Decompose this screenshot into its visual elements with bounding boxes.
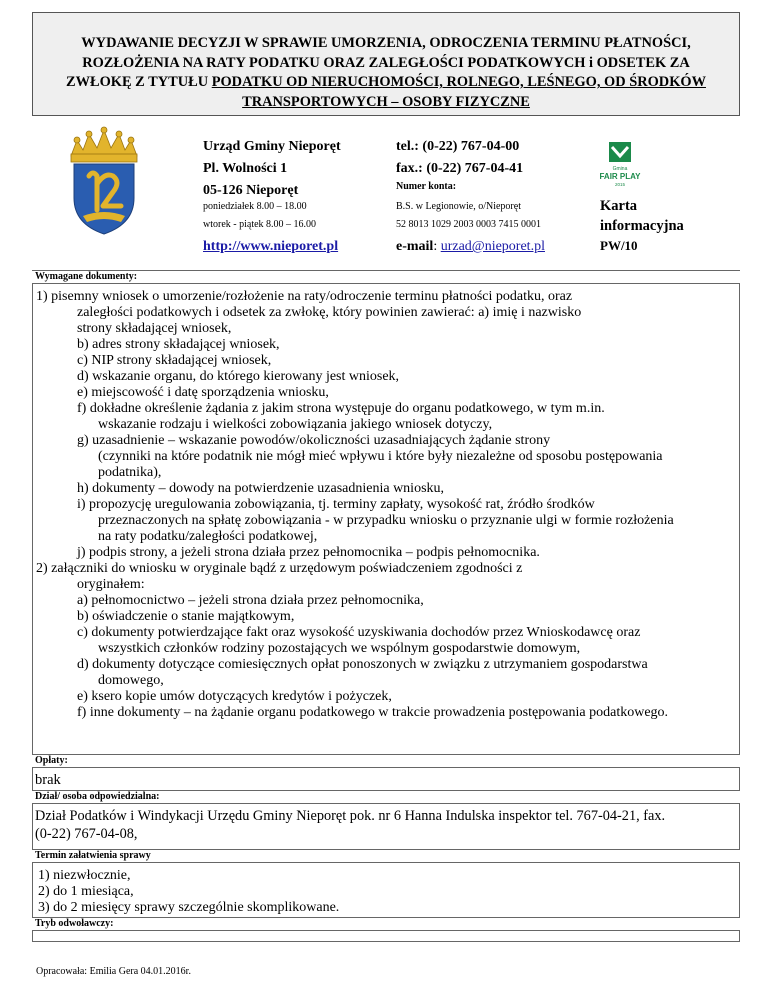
badge-fair-play: FAIR PLAY [599,172,641,181]
list-item: d) dokumenty dotyczące comiesięcznych opłat ponoszonych w związku z utrzymaniem gospodarstwa [77,657,648,672]
list-item: 3) do 2 miesięcy sprawy szczególnie skomplikowane. [38,900,340,915]
list-item: na raty podatku/zaległości podatkowej, [98,529,318,544]
list-item: h) dokumenty – dowody na potwierdzenie uzasadnienia wniosku, [77,481,445,496]
account-number: 52 8013 1029 2003 0003 7415 0001 [396,219,541,230]
section-required-documents: Wymagane dokumenty: [32,270,740,284]
badge-year: 2015 [614,182,626,187]
office-name: Urząd Gminy Nieporęt [203,139,341,154]
list-item: e) miejscowość i datę sporządzenia wniosku, [77,385,329,400]
title-line-3 [33,73,739,93]
section-appeal: Tryb odwoławczy: [32,917,740,931]
list-item: strony składającej wniosek, [77,321,232,336]
office-hours-monday: poniedziałek 8.00 – 18.00 [203,201,307,212]
office-hours-weekdays: wtorek - piątek 8.00 – 16.00 [203,219,317,230]
list-item: e) ksero kopie umów dotyczących kredytów i pożyczek, [77,689,392,704]
list-item: 2) załączniki do wniosku w oryginale bądź z urzędowym poświadczeniem zgodności z [36,561,523,576]
fax-number: fax.: (0-22) 767-04-41 [396,161,524,176]
list-item: j) podpis strony, a jeżeli strona działa przez pełnomocnika – podpis pełnomocnika. [77,545,540,560]
list-item: wskazanie rodzaju i wielkości zobowiązania jakiego wniosek dotyczy, [98,417,493,432]
title-box [32,12,740,116]
list-item: i) propozycję uregulowania zobowiązania, tj. terminy zapłaty, wysokość rat, źródło środków [77,497,595,512]
list-item: f) inne dokumenty – na żądanie organu podatkowego w trakcie prowadzenia postępowania podatkowego. [77,705,669,720]
office-city: 05-126 Nieporęt [203,183,299,198]
card-code: PW/10 [600,238,638,253]
list-item: c) NIP strony składającej wniosek, [77,353,272,368]
list-item: 1) niezwłocznie, [38,868,131,883]
footer-author: Opracowała: Emilia Gera 04.01.2016r. [36,966,191,977]
email-line [396,239,545,255]
title-line-3-underlined: PODATKU OD NIERUCHOMOŚCI, ROLNEGO, LEŚNEGO, OD ŚRODKÓW [211,74,706,90]
section-deadline: Termin załatwienia sprawy [32,849,740,863]
list-item: g) uzasadnienie – wskazanie powodów/okoliczności uzasadniających żądanie strony [77,433,551,448]
email-link[interactable]: urzad@nieporet.pl [440,239,545,254]
section-fees: Opłaty: [32,754,740,768]
list-item: b) oświadczenie o stanie majątkowym, [77,609,295,624]
list-item: d) wskazanie organu, do którego kierowany jest wniosek, [77,369,400,384]
fees-value: brak [35,772,61,788]
card-title-2: informacyjna [600,218,684,234]
list-item: oryginałem: [77,577,145,592]
list-item: zaległości podatkowych i odsetek za zwłokę, który powinien zawierać: a) imię i nazwisko [77,305,582,320]
office-info [33,118,740,270]
responsible-line-2: (0-22) 767-04-08, [35,826,138,842]
bottom-rule [32,941,740,942]
title-line-1: WYDAWANIE DECYZJI W SPRAWIE UMORZENIA, ODROCZENIA TERMINU PŁATNOŚCI, [81,35,691,51]
list-item: (czynniki na które podatnik nie mógł mieć wpływu i które były niezależne od sposobu postępowania [98,449,663,464]
list-item: podatnika), [98,465,162,480]
responsible-line-1: Dział Podatków i Windykacji Urzędu Gminy Nieporęt pok. nr 6 Hanna Indulska inspektor tel. 767-04-21, fax. [35,808,666,824]
section-responsible: Dział/ osoba odpowiedzialna: [32,790,740,804]
title-line-4: TRANSPORTOWYCH – OSOBY FIZYCZNE [242,93,530,110]
list-item: b) adres strony składającej wniosek, [77,337,280,352]
title-line-3-prefix: ZWŁOKĘ Z TYTUŁU [66,74,212,90]
card-title-1: Karta [600,198,638,214]
title-line-2: ROZŁOŻENIA NA RATY PODATKU ORAZ ZALEGŁOŚCI PODATKOWYCH i ODSETEK ZA [82,54,690,71]
list-item: a) pełnomocnictwo – jeżeli strona działa przez pełnomocnika, [77,593,424,608]
list-item: przeznaczonych na spłatę zobowiązania - w przypadku wniosku o przyznanie ulgi w formie rozłożenia [98,513,674,528]
list-item: wszystkich członków rodziny pozostających we wspólnym gospodarstwie domowym, [98,641,581,656]
account-label: Numer konta: [396,181,457,192]
phone-number: tel.: (0-22) 767-04-00 [396,139,520,154]
list-item: c) dokumenty potwierdzające fakt oraz wysokość uzyskiwania dochodów przez Wnioskodawcę oraz [77,625,641,640]
email-separator: : [433,239,441,254]
list-item: 2) do 1 miesiąca, [38,884,134,899]
list-item: f) dokładne określenie żądania z jakim strona występuje do organu podatkowego, w tym m.in. [77,401,605,416]
list-item: domowego, [98,673,164,688]
documents-list [32,284,740,740]
website-link[interactable]: http://www.nieporet.pl [203,239,339,254]
bank-name: B.S. w Legionowie, o/Nieporęt [396,201,521,212]
list-item: 1) pisemny wniosek o umorzenie/rozłożenie na raty/odroczenie terminu płatności podatku, oraz [36,289,573,304]
office-street: Pl. Wolności 1 [203,161,288,176]
badge-gmina: Gmina [612,166,628,172]
coat-of-arms-icon [63,126,145,238]
email-label: e-mail [396,239,434,254]
fair-play-badge-icon [598,142,642,190]
